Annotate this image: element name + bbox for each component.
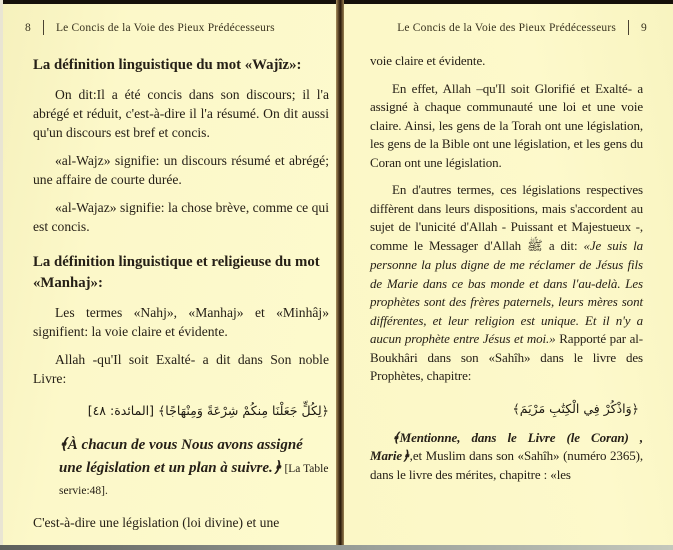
- page-right-header: [344, 4, 673, 35]
- paragraph: «al-Wajz» signifie: un discours résumé et abrégé; une affaire de courte durée.: [33, 153, 329, 187]
- verse-translation-text: ﴾Mentionne, dans le Livre (le Coran) , Marie﴿: [370, 429, 643, 463]
- paragraph: En effet, Allah –qu'Il soit Glorifié et Exalté- a assigné à chaque communauté une loi et une voie claire. Ainsi, les gens de la Torah ont une législation, les gens de la Bible ont une législation, et les gens du Coran ont une législation.: [370, 80, 643, 170]
- hadith-source-text: Rapporté par al-Boukhâri dans son «Sahîh» dans le livre des Prophètes, chapitre:: [370, 331, 643, 383]
- hadith-lead-text: En d'autres termes, ces législations respectives diffèrent dans leurs dispositions, mais s'accordent au sujet de l'unicité d'Allah - Puissant et Majestueux -, comme le Messager d'Allah: [370, 182, 643, 253]
- mention-paragraph: [370, 429, 643, 485]
- page-number-left: 8: [25, 21, 31, 34]
- paragraph: On dit:Il a été concis dans son discours; il l'a abrégé et réduit, c'est-à-dire il l'a résumé. On dit aussi qu'un discours est bref et concis.: [33, 87, 329, 140]
- hadith-paragraph: [370, 181, 643, 386]
- running-title-right: Le Concis de la Voie des Pieux Prédécesseurs: [397, 21, 617, 34]
- book-gutter: [336, 0, 344, 550]
- page-left-content: [3, 55, 337, 532]
- page-right-content: [344, 52, 673, 484]
- running-title-left: Le Concis de la Voie des Pieux Prédécesseurs: [55, 21, 275, 34]
- salawat-calligraphy-icon: ﷺ: [527, 238, 543, 254]
- verse-reference: [La Table servie:48].: [59, 463, 329, 497]
- paragraph: Allah -qu'Il soit Exalté- a dit dans Son noble Livre:: [33, 352, 329, 386]
- page-left: [3, 4, 337, 545]
- paragraph: C'est-à-dire une législation (loi divine) et une: [33, 515, 280, 530]
- verse-translation-block: [59, 434, 329, 501]
- quran-verse-arabic-maidah: ﴿لِكُلٍّ جَعَلْنَا مِنكُمْ شِرْعَةً وَمِنْهَاجًا﴾ [المائدة: ٤٨]: [87, 403, 329, 418]
- verse-translation-text: ﴾À chacun de vous Nous avons assigné une législation et un plan à suivre.﴿: [59, 437, 303, 476]
- paragraph: Les termes «Nahj», «Manhaj» et «Minhâj» signifient: la voie claire et évidente.: [33, 305, 329, 339]
- photo-left-edge: [0, 0, 3, 545]
- photo-bottom-edge: [0, 545, 673, 550]
- header-divider-left: [43, 20, 44, 35]
- muslim-reference-text: ,et Muslim dans son «Sahîh» (numéro 2365), dans le livre des mérites, chapitre : «les: [370, 448, 643, 482]
- hadith-quote-text: «Je suis la personne la plus digne de me réclamer de Jésus fils de Marie dans ce bas monde et dans l'au-delà. Les prophètes sont des frères paternels, leurs mères sont différentes, et leur religion est unique. Et il n'y a aucun prophète entre Jésus et moi.»: [370, 237, 643, 346]
- page-left-header: [3, 4, 337, 35]
- heading-manhaj: La définition linguistique et religieuse du mot «Manhaj»:: [33, 254, 320, 291]
- page-right: [344, 4, 673, 545]
- page-number-right: 9: [641, 21, 647, 34]
- quran-verse-arabic-maryam: ﴿وَاذْكُرْ فِي الْكِتَٰبِ مَرْيَمَ﴾: [512, 400, 639, 416]
- header-divider-right: [628, 20, 629, 35]
- paragraph: voie claire et évidente.: [370, 53, 486, 68]
- paragraph: «al-Wajaz» signifie: la chose brève, comme ce qui est concis.: [33, 200, 329, 234]
- heading-wajiz: La définition linguistique du mot «Wajîz»:: [33, 57, 302, 73]
- hadith-a-dit-text: a dit:: [542, 237, 584, 253]
